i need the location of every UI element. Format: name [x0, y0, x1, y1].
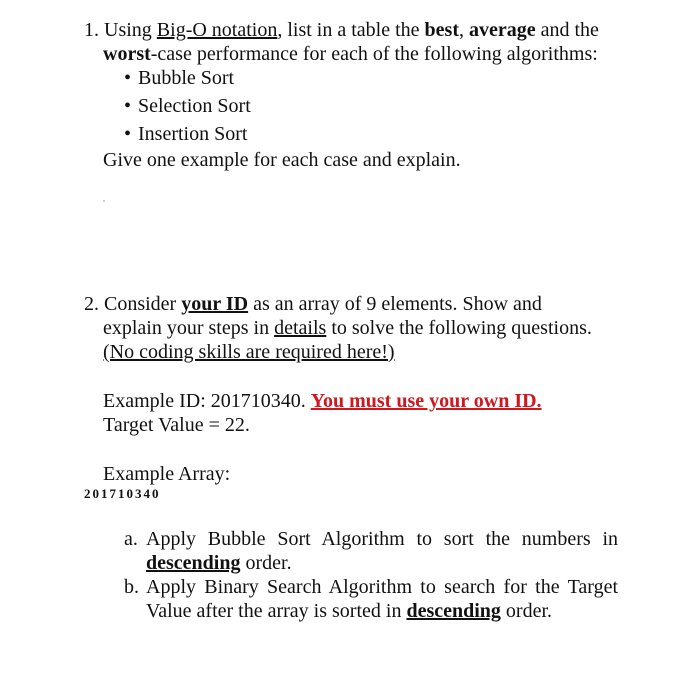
own-id-warning: You must use your own ID.: [310, 390, 542, 412]
sub-b-line-1: Apply Binary Search Algorithm to search for the Target: [146, 576, 618, 598]
q2-note: (No coding skills are required here!): [103, 341, 395, 363]
sub-b-line-2: Value after the array is sorted in descending order.: [146, 600, 553, 622]
sub-a-label: a.: [124, 528, 138, 550]
stray-mark: [103, 200, 105, 202]
q2-line-1: 2. Consider your ID as an array of 9 elements. Show and: [84, 293, 542, 315]
q1-line-2: worst-case performance for each of the following algorithms:: [103, 43, 598, 65]
target-value: Target Value = 22.: [103, 414, 250, 436]
big-o-term: Big-O notation: [156, 19, 278, 41]
q2-number: 2.: [84, 293, 99, 315]
q1-number: 1.: [84, 19, 99, 41]
q1-line-1: 1. Using Big-O notation, list in a table the best, average and the: [84, 19, 599, 41]
bullet-icon: •: [124, 95, 132, 117]
q2-line-2: explain your steps in details to solve the following questions.: [103, 317, 592, 339]
example-id: Example ID: 201710340. You must use your own ID.: [103, 390, 542, 412]
example-array: 201710340: [84, 486, 161, 501]
sub-a-line-2: descending order.: [146, 552, 292, 574]
q1-instruction: Give one example for each case and explain.: [103, 149, 461, 171]
list-item: • Selection Sort: [124, 95, 251, 117]
list-item: • Insertion Sort: [124, 123, 248, 145]
bullet-icon: •: [124, 123, 132, 145]
sub-a-line-1: Apply Bubble Sort Algorithm to sort the numbers in: [146, 528, 618, 550]
your-id-term: your ID: [181, 293, 249, 315]
list-item: • Bubble Sort: [124, 67, 235, 89]
example-array-label: Example Array:: [103, 463, 231, 485]
bullet-icon: •: [124, 67, 132, 89]
sub-b-label: b.: [124, 576, 139, 598]
